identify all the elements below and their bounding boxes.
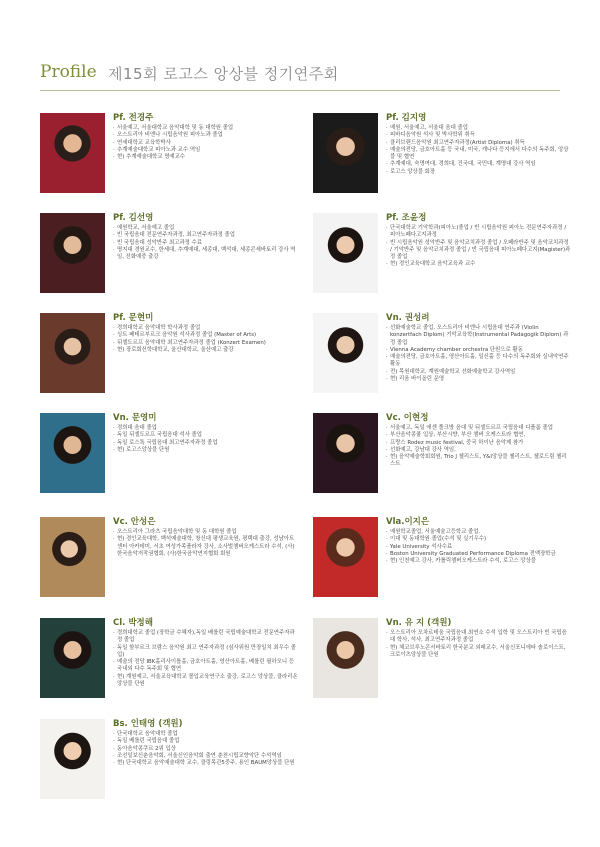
bio-line: · 오스트리아 비엔나 시립음악원 피아노과 졸업: [113, 132, 298, 139]
bio-line: · 빈 국립음대 성악반주 최고과정 수료: [113, 240, 298, 247]
bio-list: [113, 225, 298, 261]
portrait-photo: [313, 213, 378, 293]
bio-line: · 연세대학교 교육학박사: [113, 140, 298, 147]
bio-line: · 예원학교졸업, 서울예술고등학교 졸업.: [386, 529, 571, 536]
profile-card: [313, 313, 573, 395]
bio-line: · 예원, 서울예고, 서울대 음대 졸업: [386, 125, 571, 132]
bio-line: · 조선일보신춘음악회, 서울신인음악회 출연 춘천시립교향악단 수석역임: [113, 753, 298, 760]
bio-line: · 경희대학교 음악대학 학사과정 졸업: [113, 325, 298, 332]
portrait-photo: [40, 313, 105, 393]
bio-line: · 오스트리아 모차르테움 국립음대 최연소 수석 입학 및 오스트리아 빈 국립음대 학사, 석사, 최고연주자과정 졸업: [386, 630, 571, 645]
bio-list: [113, 425, 298, 454]
bio-list: [386, 425, 571, 469]
performer-name: Pf. 김지영: [386, 113, 427, 123]
bio-line: · 동아음악콩쿠르 2위 입상: [113, 746, 298, 753]
bio-line: · 현) 체코브루노콘서바토리 한국분교 외래교수, 서울신포니에타 솔로이스트, 크로이츠앙상블 단원: [386, 645, 571, 660]
bio-line: · 클리브랜드음악원 최고연주자과정(Artist Diploma) 취득: [386, 140, 571, 147]
bio-line: · 서울예고, 서울대학교 음악대학 및 동 대학원 졸업: [113, 125, 298, 132]
bio-line: · 선화예술학교 졸업, 오스트리아 비엔나 시립음대 연주과 (Violin konzertfach Diplom) 기악교육학(Instrumental Padagogik Diplom) 과정 졸업: [386, 325, 571, 347]
bio-line: · 부산음악콩쿨 입상, 부산시향, 부산 챔버 오케스트라 협연,: [386, 432, 571, 439]
bio-list: [386, 630, 571, 659]
performer-name: Vla.이지은: [386, 517, 430, 527]
portrait-photo: [313, 313, 378, 393]
bio-line: · 예술의전당, 금호아트홀 등 국내, 미국, 캐나다 등지에서 다수의 독주회, 앙상블 및 협연: [386, 147, 571, 162]
bio-line: · 단국대학교 음악대학 졸업: [113, 731, 298, 738]
bio-line: · 현) 음악예술학회회원, Trio J 첼리스트, Y&I앙상블 첼리스트, 첼로드림 첼리스트: [386, 454, 571, 469]
bio-line: · 프랑스 Rodez music festival, 중국 하이난 음악제 참가: [386, 440, 571, 447]
bio-line: · 현) 로고스앙상블 단원: [113, 447, 298, 454]
bio-line: · 예술의 전당 IBK홀리사이틀홀, 금호아트홀, 영산아트홀, 베를린 필하모니 등 국내외 다수 독주회 및 협연: [113, 659, 298, 674]
profile-card: [313, 413, 573, 495]
bio-line: · 독일 베를린 국립음대 졸업: [113, 738, 298, 745]
profile-card: [40, 719, 300, 801]
performer-name: Vn. 권성려: [386, 313, 430, 323]
header-divider: [40, 90, 560, 91]
performer-name: Vn. 문영미: [113, 413, 157, 423]
portrait-photo: [40, 213, 105, 293]
bio-line: · Boston University Graduated Performance Diploma 전액장학금: [386, 551, 571, 558]
bio-line: · 현) 경인교육대학교 음악교육과 교수: [386, 261, 571, 268]
bio-line: · 뒤셀도르프 음악대학 최고연주자과정 졸업 (Konzert Examen): [113, 340, 298, 347]
bio-line: · 싱트 페테르부르크 음악원 석사과정 졸업 (Master of Arts): [113, 332, 298, 339]
performer-name: Pf. 문현미: [113, 313, 154, 323]
bio-line: · 현) 장로회신학대학교, 울산대학교, 울산예고 출강: [113, 347, 298, 354]
performer-name: Bs. 인태영 (객원): [113, 719, 183, 729]
portrait-photo: [40, 517, 105, 597]
profile-card: [40, 517, 300, 599]
profile-card: [40, 313, 300, 395]
portrait-photo: [40, 719, 105, 799]
bio-line: · 경희대학교 졸업 (장학금 수혜자),독일 베를린 국립예술대학교 전문연주자과정 졸업: [113, 630, 298, 645]
bio-line: · 빈 시립음악원 성악반주 및 음악코치과정 졸업 / 오페라반주 및 음악코치과정 / 기악반주 및 음악코치과정 졸업 / 빈 국립음대 피아노페다고지(Magister)과정 졸업: [386, 240, 571, 262]
performer-name: Vc. 안성은: [113, 517, 156, 527]
performer-name: Vc. 이현정: [386, 413, 429, 423]
performer-name: Pf. 조윤정: [386, 213, 427, 223]
bio-list: [113, 630, 298, 688]
profile-card: [313, 618, 573, 700]
bio-line: · 현) 경인교육대학, 백석예술대학, 창신대 평생교육원, 평택대 출강, 성남아트센터 아카데미, 서초 여성가족플라자 강사, 소사벌챔버오케스트라 수석, (사)한국음악저작권협회, (사)한국음악연지협회 회원: [113, 536, 298, 558]
portrait-photo: [40, 413, 105, 493]
bio-line: · Yale University 석사수료: [386, 544, 571, 551]
bio-line: · 독일 로스톡 국립음대 최고연주자과정 졸업: [113, 440, 298, 447]
page-header: [40, 62, 560, 86]
bio-line: · 로고스 앙상블 회장: [386, 169, 571, 176]
bio-line: · 추계예대, 숙명여대, 경희대, 건국대, 국민대, 계명대 강사 역임: [386, 161, 571, 168]
bio-line: · 빈 국립음대 전문연주자과정, 최고연주자과정 졸업: [113, 232, 298, 239]
bio-line: · 독일 뒤셀도르프 국립음대 석사 졸업: [113, 432, 298, 439]
bio-list: [113, 125, 298, 161]
concert-title: 제15회 로고스 앙상블 정기연주회: [108, 65, 339, 83]
bio-line: · 피바디음악원 석사 및 박사학위 취득: [386, 132, 571, 139]
bio-line: · 예원학교, 서울예고 졸업: [113, 225, 298, 232]
bio-line: · 서울예고, 독일 에센 폴크방 음대 및 뒤셀도르프 국립음대 디플롬 졸업: [386, 425, 571, 432]
profile-card: [40, 413, 300, 495]
bio-line: · 현) 추계예술대학교 명예교수: [113, 154, 298, 161]
bio-list: [386, 225, 571, 269]
bio-line: · Vienna Academy chamber orchestra 단원으로 활동: [386, 347, 571, 354]
profile-card: [40, 213, 300, 295]
profile-card: [40, 618, 300, 700]
bio-list: [386, 529, 571, 565]
bio-line: · 선화예고, 강남대 강사 역임,: [386, 447, 571, 454]
profile-card: [313, 113, 573, 195]
performer-name: Vn. 유 지 (객원): [386, 618, 452, 628]
performer-name: Pf. 전경주: [113, 113, 154, 123]
bio-line: · 명지대 경원교수, 한세대, 추계예대, 세종대, 백석대, 세종콘세바토리 강사 역임, 선화예중 출강: [113, 247, 298, 262]
bio-line: · 오스트리아 그라츠 국립음악대학 및 동 대학원 졸업: [113, 529, 298, 536]
portrait-photo: [313, 618, 378, 698]
portrait-photo: [40, 618, 105, 698]
profile-card: [313, 517, 573, 599]
bio-line: · 전) 목원대학교, 계원예술학교 선화예술학교 강사역임: [386, 369, 571, 376]
portrait-photo: [313, 113, 378, 193]
performer-name: Cl. 박정해: [113, 618, 153, 628]
bio-line: · 경희대 음대 졸업: [113, 425, 298, 432]
bio-line: · 현) 인천예고 강사, 카톨릭챔버오케스트라 수석, 로고스 앙상블: [386, 558, 571, 565]
bio-list: [386, 325, 571, 383]
bio-line: · 이대 및 동대학원 졸업(수석 및 실기우수): [386, 536, 571, 543]
portrait-photo: [313, 413, 378, 493]
bio-line: · 단국대학교 기악학과(피아노)졸업 / 빈 시립음악원 피아노 전문연주자과정 / 피아노페다고지과정: [386, 225, 571, 240]
bio-line: · 현) 단국대학교 음악예술대학 교수, 클링목관5중주, 용인 BAUM앙상블 단원: [113, 760, 298, 767]
bio-line: · 독일 함부르크 브람스 음악원 최고 연주자과정 (심사위원 만장일치 최우수 졸업): [113, 645, 298, 660]
profile-label: Profile: [40, 62, 97, 82]
bio-list: [113, 731, 298, 767]
bio-list: [386, 125, 571, 176]
portrait-photo: [313, 517, 378, 597]
bio-line: · 예술의전당, 금호아트홀, 영산아트홀, 일신홀 등 다수의 독주회와 실내악연주 활동: [386, 354, 571, 369]
profile-card: [40, 113, 300, 195]
bio-line: · 현) 계원예고, 서울교육대학교 몰입교육연구소 출강, 로고스 앙상블, 클라리온 앙상블 단원: [113, 674, 298, 689]
bio-list: [113, 325, 298, 354]
performer-name: Pf. 김선영: [113, 213, 154, 223]
bio-line: · 현) 리움 바이올린 운영: [386, 376, 571, 383]
profile-card: [313, 213, 573, 295]
bio-list: [113, 529, 298, 558]
bio-line: · 추계예술대학교 피아노과 교수 역임: [113, 147, 298, 154]
portrait-photo: [40, 113, 105, 193]
